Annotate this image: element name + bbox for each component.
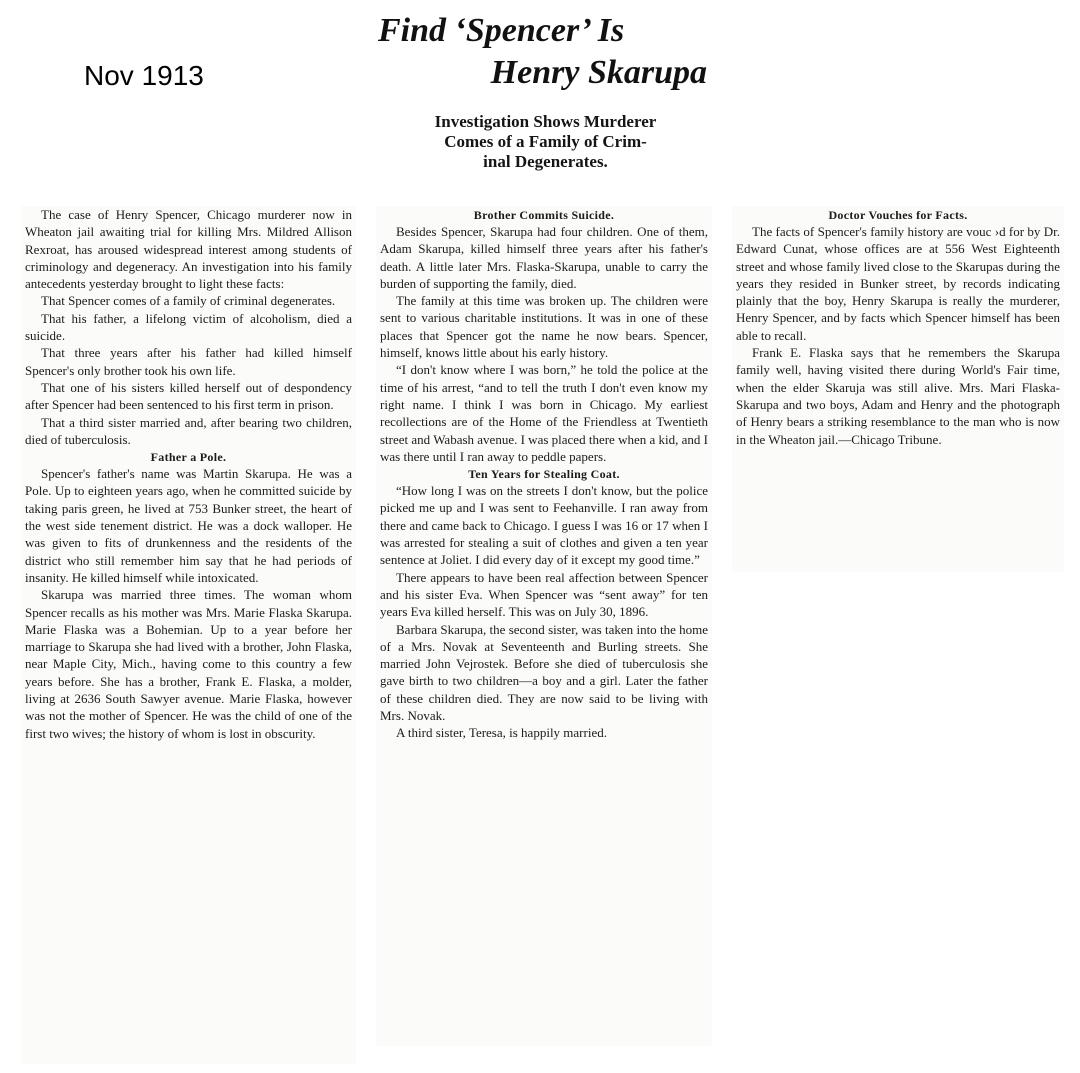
- headline-line-2: Henry Skarupa: [490, 54, 707, 91]
- article-column-2: [376, 206, 712, 1046]
- paragraph: Barbara Skarupa, the second sister, was taken into the home of a Mrs. Novak at Seventeenth and Burling streets. She married John Vejrostek. Before she died of tuberculosis she gave birth to two children—a boy and a girl. Later the father of these children died. They are now said to be living with Mrs. Novak.: [380, 621, 708, 724]
- paragraph: Skarupa was married three times. The woman whom Spencer recalls as his mother was Mrs. Marie Flaska Skarupa. Marie Flaska was a Bohemian. Up to a year before her marriage to Skarupa she had lived with a brother, John Flaska, near Maple City, Mich., having come to this country a few years before. She has a brother, Frank E. Flaska, a molder, living at 2636 South Sawyer avenue. Marie Flaska, however was not the mother of Spencer. He was the child of one of the first two wives; the history of whom is lost in obscurity.: [25, 587, 352, 741]
- section-heading-brother-commits-suicide: Brother Commits Suicide.: [473, 208, 615, 222]
- subheadline: [378, 112, 713, 172]
- headline-line-1: Find ‘Spencer’ Is: [378, 12, 625, 49]
- subheadline-line-2: Comes of a Family of Crim-: [444, 132, 647, 151]
- paragraph: Spencer's father's name was Martin Skarupa. He was a Pole. Up to eighteen years ago, when he committed suicide by taking paris green, he lived at 753 Bunker street, the heart of the west side tenement district. He was a dock walloper. He was given to fits of drunkenness and the residents of the district who still remember him say that he had periods of insanity. He killed himself while intoxicated.: [25, 466, 352, 585]
- paragraph: The facts of Spencer's family history are vouc ›d for by Dr. Edward Cunat, whose offices are at 556 West Eighteenth street and whose family lived close to the Skarupas during the years they resided in Bunker street, by records indicating plainly that the boy, Henry Skarupa is really the murderer, Henry Spencer, and by facts which Spencer himself has been able to recall.: [736, 224, 1060, 343]
- headline: [370, 10, 715, 94]
- paragraph: That a third sister married and, after bearing two children, died of tuberculosis.: [25, 414, 352, 447]
- paragraph: Besides Spencer, Skarupa had four children. One of them, Adam Skarupa, killed himself three years after his father's death. A little later Mrs. Flaska-Skarupa, unable to carry the burden of supporting the family, died.: [380, 224, 708, 291]
- section-heading-father-a-pole: Father a Pole.: [150, 450, 227, 465]
- subheadline-line-3: inal Degenerates.: [483, 152, 608, 171]
- date-annotation: Nov 1913: [84, 60, 204, 91]
- paragraph: “How long I was on the streets I don't know, but the police picked me up and I was sent to Feehanville. I ran away from there and came back to Chicago. I guess I was 16 or 17 when I was arrested for stealing a suit of clothes and given a ten year sentence at Joliet. I did every day of it except my good time.”: [380, 483, 708, 568]
- paragraph: “I don't know where I was born,” he told the police at the time of his arrest, “and to tell the truth I don't even know my right name. I think I was born in Chicago. My earliest recollections are of the Home of the Friendless at Twentieth street and Wabash avenue. I was placed there when a kid, and I was there until I ran away to peddle papers.: [380, 362, 708, 464]
- paragraph: That his father, a lifelong victim of alcoholism, died a suicide.: [25, 310, 352, 344]
- paragraph: The family at this time was broken up. The children were sent to various charitable institutions. It was in one of these places that Spencer got the name he now bears. Spencer, himself, knows little about his early history.: [380, 293, 708, 361]
- article-column-3: [732, 206, 1064, 572]
- section-heading-doctor-vouches-for-facts: Doctor Vouches for Facts.: [828, 208, 968, 222]
- paragraph: A third sister, Teresa, is happily married.: [396, 725, 607, 741]
- section-heading-ten-years-for-stealing-coat: Ten Years for Stealing Coat.: [468, 467, 620, 482]
- paragraph: Frank E. Flaska says that he remembers the Skarupa family well, having visited there during World's Fair time, when the elder Skaruja was still alive. Mrs. Mari Flaska-Skarupa and two boys, Adam and Henry and the photograph of Henry bears a striking resemblance to the man who is now in the Wheaton jail.—Chicago Tribune.: [736, 345, 1060, 447]
- paragraph: The case of Henry Spencer, Chicago murderer now in Wheaton jail awaiting trial for killing Mrs. Mildred Allison Rexroat, has aroused widespread interest among students of criminology and degeneracy. An investigation into his family antecedents yesterday brought to light these facts:: [25, 207, 352, 292]
- paragraph: That three years after his father had killed himself Spencer's only brother took his own life.: [25, 345, 352, 378]
- paragraph: That one of his sisters killed herself out of despondency after Spencer had been sentenced to his first term in prison.: [25, 379, 352, 413]
- paragraph: There appears to have been real affection between Spencer and his sister Eva. When Spencer was “sent away” for ten years Eva killed herself. This was on July 30, 1896.: [380, 569, 708, 620]
- article-column-1: [21, 206, 356, 1064]
- paragraph: That Spencer comes of a family of criminal degenerates.: [41, 293, 336, 309]
- subheadline-line-1: Investigation Shows Murderer: [434, 112, 657, 131]
